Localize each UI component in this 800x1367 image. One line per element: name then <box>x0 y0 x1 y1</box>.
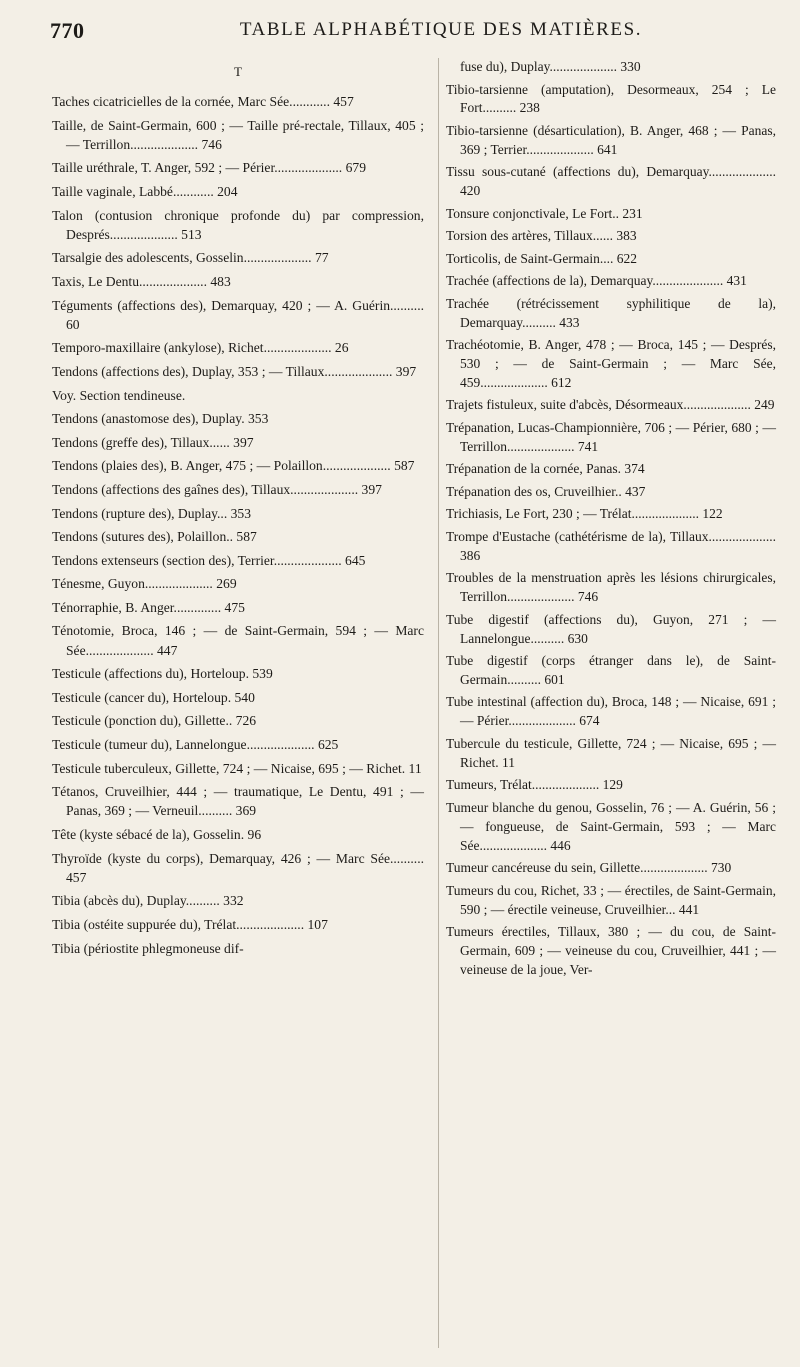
index-entry: Tendons (rupture des), Duplay... 353 <box>52 505 252 521</box>
index-entry: Tibia (périostite phlegmoneuse dif- <box>52 940 244 956</box>
cross-reference: Voy. Section tendineuse. <box>52 387 186 403</box>
right-column <box>446 58 776 983</box>
index-entry: Tendons (anastomose des), Duplay. 353 <box>52 411 269 427</box>
index-entry: Tendons extenseurs (section des), Terrier.................... 645 <box>52 552 366 568</box>
index-entry-continuation: fuse du), Duplay.................... 330 <box>460 59 641 74</box>
index-entry: Trajets fistuleux, suite d'abcès, Désormeaux.................... 249 <box>446 397 775 413</box>
index-entry: Taxis, Le Dentu.................... 483 <box>52 273 231 289</box>
index-entry: Tarsalgie des adolescents, Gosselin.................... 77 <box>52 250 329 266</box>
index-entry: Talon (contusion chronique profonde du) par compression, Després.................... 513 <box>52 207 424 242</box>
index-entry: Trachée (rétrécissement syphilitique de la), Demarquay.......... 433 <box>446 295 776 330</box>
index-entry: Tumeur blanche du genou, Gosselin, 76 ; — A. Guérin, 56 ; — fongueuse, de Saint-Germain, 593 ; — Marc Sée.................... 446 <box>446 799 776 853</box>
index-entry: Tumeur cancéreuse du sein, Gillette.................... 730 <box>446 860 732 876</box>
index-entry: Testicule (cancer du), Horteloup. 540 <box>52 689 255 705</box>
index-entry: Ténesme, Guyon.................... 269 <box>52 576 237 592</box>
page-number: 770 <box>50 18 85 43</box>
index-entry: Trachéotomie, B. Anger, 478 ; — Broca, 145 ; — Després, 530 ; — de Saint-Germain ; — Marc Sée, 459.................... 612 <box>446 337 776 390</box>
index-entry: Trépanation, Lucas-Championnière, 706 ; — Périer, 680 ; — Terrillon.................... 741 <box>446 419 776 454</box>
index-entry: Tibia (ostéite suppurée du), Trélat.................... 107 <box>52 917 328 933</box>
index-entry: Tube intestinal (affection du), Broca, 148 ; — Nicaise, 691 ; — Périer.................... 674 <box>446 694 776 729</box>
index-entry: Tendons (greffe des), Tillaux...... 397 <box>52 434 254 450</box>
index-entry: Tissu sous-cutané (affections du), Demarquay.................... 420 <box>446 164 776 199</box>
index-entry: Tendons (sutures des), Polaillon.. 587 <box>52 529 257 545</box>
index-entry: Taille vaginale, Labbé............ 204 <box>52 183 238 199</box>
index-entry: Troubles de la menstruation après les lésions chirurgicales, Terrillon.................... 746 <box>446 570 776 605</box>
page-header <box>50 18 750 48</box>
index-entry: Testicule (affections du), Horteloup. 539 <box>52 666 273 682</box>
index-entry: Testicule (ponction du), Gillette.. 726 <box>52 713 257 729</box>
index-entry: Tumeurs érectiles, Tillaux, 380 ; — du cou, de Saint-Germain, 609 ; — veineuse du cou, Cruveilhier, 441 ; — veineuse de la joue, Ver- <box>446 924 776 977</box>
index-entry: Tube digestif (affections du), Guyon, 271 ; — Lannelongue.......... 630 <box>446 611 776 646</box>
index-entry: Trichiasis, Le Fort, 230 ; — Trélat.................... 122 <box>446 506 723 522</box>
index-entry: Ténotomie, Broca, 146 ; — de Saint-Germain, 594 ; — Marc Sée.................... 447 <box>52 623 424 658</box>
index-entry: Tétanos, Cruveilhier, 444 ; — traumatique, Le Dentu, 491 ; — Panas, 369 ; — Verneuil.......... 369 <box>52 784 424 819</box>
index-entry: Taille, de Saint-Germain, 600 ; — Taille pré-rectale, Tillaux, 405 ; — Terrillon.................... 746 <box>52 117 424 152</box>
index-entry: Tendons (plaies des), B. Anger, 475 ; — Polaillon.................... 587 <box>52 458 415 474</box>
index-entry: Tubercule du testicule, Gillette, 724 ; — Nicaise, 695 ; — Richet. 11 <box>446 735 776 770</box>
index-entry: Trompe d'Eustache (cathétérisme de la), Tillaux.................... 386 <box>446 528 776 563</box>
index-entry: Tibio-tarsienne (désarticulation), B. Anger, 468 ; — Panas, 369 ; Terrier.................... 641 <box>446 122 776 157</box>
page-title: TABLE ALPHABÉTIQUE DES MATIÈRES. <box>239 19 643 40</box>
index-entry: Taches cicatricielles de la cornée, Marc Sée............ 457 <box>52 94 354 109</box>
column-divider <box>438 58 439 1348</box>
index-entry: Torticolis, de Saint-Germain.... 622 <box>446 250 638 266</box>
index-entry: Testicule (tumeur du), Lannelongue.................... 625 <box>52 737 339 753</box>
section-letter: T <box>234 64 242 79</box>
index-entry: Thyroïde (kyste du corps), Demarquay, 426 ; — Marc Sée.......... 457 <box>52 850 424 885</box>
index-entry: Tendons (affections des), Duplay, 353 ; — Tillaux.................... 397 <box>52 363 417 379</box>
index-entry: Tendons (affections des gaînes des), Tillaux.................... 397 <box>52 481 382 497</box>
index-entry: Ténorraphie, B. Anger.............. 475 <box>52 599 245 615</box>
index-entry: Tibio-tarsienne (amputation), Desormeaux, 254 ; Le Fort.......... 238 <box>446 81 776 116</box>
left-column <box>52 58 424 962</box>
index-entry: Testicule tuberculeux, Gillette, 724 ; — Nicaise, 695 ; — Richet. 11 <box>52 760 422 776</box>
index-entry: Tube digestif (corps étranger dans le), de Saint-Germain.......... 601 <box>446 653 776 687</box>
index-entry: Tumeurs, Trélat.................... 129 <box>446 777 623 793</box>
index-entry: Tête (kyste sébacé de la), Gosselin. 96 <box>52 827 262 843</box>
index-entry: Torsion des artères, Tillaux...... 383 <box>446 228 637 244</box>
index-entry: Tonsure conjonctivale, Le Fort.. 231 <box>446 205 643 221</box>
index-entry: Trépanation des os, Cruveilhier.. 437 <box>446 483 646 499</box>
index-entry: Tumeurs du cou, Richet, 33 ; — érectiles, de Saint-Germain, 590 ; — érectile veineuse, Cruveilhier... 441 <box>446 882 776 917</box>
index-entry: Tibia (abcès du), Duplay.......... 332 <box>52 893 244 909</box>
index-entry: Trépanation de la cornée, Panas. 374 <box>446 461 645 477</box>
index-entry: Trachée (affections de la), Demarquay..................... 431 <box>446 273 747 289</box>
index-entry: Téguments (affections des), Demarquay, 420 ; — A. Guérin.......... 60 <box>52 297 424 332</box>
index-entry: Temporo-maxillaire (ankylose), Richet.................... 26 <box>52 340 349 356</box>
index-entry: Taille uréthrale, T. Anger, 592 ; — Périer.................... 679 <box>52 160 366 176</box>
